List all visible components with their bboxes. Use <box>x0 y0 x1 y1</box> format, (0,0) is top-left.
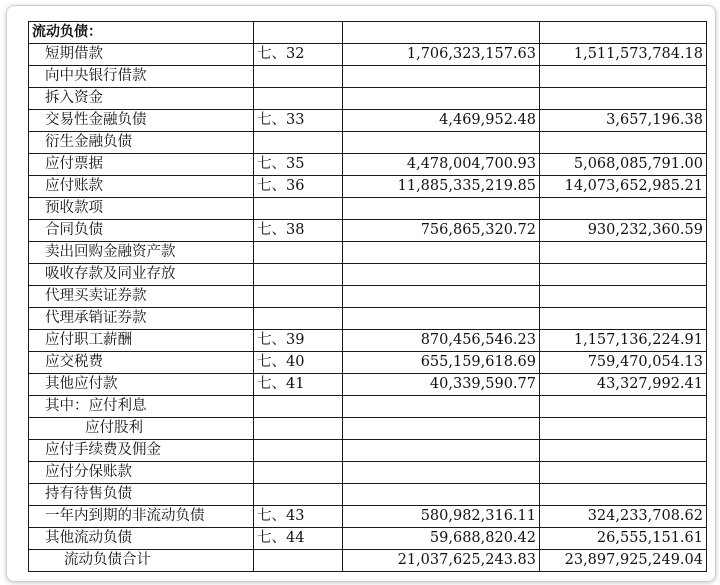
table-row <box>29 66 707 88</box>
row-label-cell <box>29 88 254 110</box>
row-label: 应付账款 <box>45 178 103 194</box>
row-label-cell <box>29 418 254 440</box>
row-current-amount: 756,865,320.72 <box>343 220 540 242</box>
row-label: 卖出回购金融资产款 <box>45 244 176 260</box>
row-note <box>254 88 343 110</box>
row-current-amount <box>343 308 540 330</box>
row-label-cell <box>29 506 254 528</box>
row-note <box>254 440 343 462</box>
table-row <box>29 132 707 154</box>
row-current-amount: 655,159,618.69 <box>343 352 540 374</box>
table-row <box>29 440 707 462</box>
table-row <box>29 374 707 396</box>
row-label: 其中：应付利息 <box>45 398 147 414</box>
row-note: 七、44 <box>254 528 343 550</box>
row-current-amount <box>343 88 540 110</box>
row-note <box>254 286 343 308</box>
row-label-cell <box>29 308 254 330</box>
row-label: 持有待售负债 <box>45 486 132 502</box>
row-previous-amount <box>540 418 707 440</box>
row-previous-amount: 23,897,925,249.04 <box>540 550 707 572</box>
row-previous-amount <box>540 462 707 484</box>
row-note <box>254 550 343 572</box>
row-previous-amount <box>540 440 707 462</box>
row-label: 一年内到期的非流动负债 <box>45 508 205 524</box>
table-row <box>29 462 707 484</box>
row-previous-amount: 26,555,151.61 <box>540 528 707 550</box>
row-note: 七、43 <box>254 506 343 528</box>
row-label-cell <box>29 286 254 308</box>
row-label-cell <box>29 374 254 396</box>
row-label: 应付票据 <box>45 156 103 172</box>
row-note <box>254 242 343 264</box>
row-label: 短期借款 <box>45 46 103 62</box>
row-current-amount <box>343 418 540 440</box>
row-label-cell <box>29 484 254 506</box>
row-note: 七、40 <box>254 352 343 374</box>
row-note <box>254 132 343 154</box>
row-previous-amount: 1,157,136,224.91 <box>540 330 707 352</box>
row-label: 应付股利 <box>85 420 143 436</box>
row-label-cell <box>29 66 254 88</box>
row-current-amount: 21,037,625,243.83 <box>343 550 540 572</box>
row-label-cell <box>29 110 254 132</box>
row-previous-amount: 930,232,360.59 <box>540 220 707 242</box>
row-current-amount: 870,456,546.23 <box>343 330 540 352</box>
row-label-cell <box>29 198 254 220</box>
section-title: 流动负债： <box>29 22 254 44</box>
row-note: 七、41 <box>254 374 343 396</box>
section-header-row <box>29 22 707 44</box>
row-label: 应付手续费及佣金 <box>45 442 161 458</box>
row-previous-amount: 14,073,652,985.21 <box>540 176 707 198</box>
row-note: 七、38 <box>254 220 343 242</box>
row-label: 应付职工薪酬 <box>45 332 132 348</box>
row-label-cell <box>29 462 254 484</box>
row-note <box>254 418 343 440</box>
table-row <box>29 88 707 110</box>
row-previous-amount <box>540 66 707 88</box>
row-current-amount <box>343 396 540 418</box>
row-label-cell <box>29 242 254 264</box>
row-current-amount: 4,469,952.48 <box>343 110 540 132</box>
document-frame <box>6 5 716 582</box>
row-label: 应付分保账款 <box>45 464 132 480</box>
row-label: 衍生金融负债 <box>45 134 132 150</box>
row-label: 交易性金融负债 <box>45 112 147 128</box>
row-label: 预收款项 <box>45 200 103 216</box>
row-label-cell <box>29 396 254 418</box>
row-current-amount: 59,688,820.42 <box>343 528 540 550</box>
row-label: 合同负债 <box>45 222 103 238</box>
row-label-cell <box>29 44 254 66</box>
row-label: 代理承销证券款 <box>45 310 147 326</box>
table-row <box>29 330 707 352</box>
table-row <box>29 550 707 572</box>
section-header-blank <box>343 22 540 44</box>
row-label-cell <box>29 154 254 176</box>
row-note: 七、32 <box>254 44 343 66</box>
row-label-cell <box>29 550 254 572</box>
table-row <box>29 242 707 264</box>
row-previous-amount <box>540 132 707 154</box>
table-row <box>29 396 707 418</box>
row-previous-amount: 759,470,054.13 <box>540 352 707 374</box>
table-row <box>29 308 707 330</box>
row-note: 七、33 <box>254 110 343 132</box>
row-note <box>254 264 343 286</box>
row-note: 七、35 <box>254 154 343 176</box>
row-current-amount <box>343 66 540 88</box>
table-row <box>29 484 707 506</box>
table-row <box>29 264 707 286</box>
row-previous-amount <box>540 198 707 220</box>
row-note <box>254 484 343 506</box>
row-previous-amount: 3,657,196.38 <box>540 110 707 132</box>
row-previous-amount: 324,233,708.62 <box>540 506 707 528</box>
table-row <box>29 154 707 176</box>
row-current-amount <box>343 264 540 286</box>
row-note: 七、39 <box>254 330 343 352</box>
row-current-amount <box>343 198 540 220</box>
table-row <box>29 220 707 242</box>
table-row <box>29 198 707 220</box>
row-note <box>254 462 343 484</box>
row-current-amount <box>343 132 540 154</box>
row-label: 拆入资金 <box>45 90 103 106</box>
table-row <box>29 110 707 132</box>
row-current-amount <box>343 484 540 506</box>
row-note: 七、36 <box>254 176 343 198</box>
row-label-cell <box>29 440 254 462</box>
row-current-amount <box>343 462 540 484</box>
row-note <box>254 308 343 330</box>
row-previous-amount <box>540 396 707 418</box>
row-label-cell <box>29 352 254 374</box>
row-note <box>254 396 343 418</box>
table-row <box>29 286 707 308</box>
row-current-amount: 1,706,323,157.63 <box>343 44 540 66</box>
row-previous-amount <box>540 264 707 286</box>
row-label-cell <box>29 264 254 286</box>
row-note <box>254 198 343 220</box>
row-note <box>254 66 343 88</box>
row-label-cell <box>29 220 254 242</box>
row-current-amount: 40,339,590.77 <box>343 374 540 396</box>
row-previous-amount <box>540 242 707 264</box>
table-row <box>29 418 707 440</box>
row-current-amount: 11,885,335,219.85 <box>343 176 540 198</box>
row-label: 吸收存款及同业存放 <box>45 266 176 282</box>
current-liabilities-table <box>28 21 707 572</box>
row-label: 其他流动负债 <box>45 530 132 546</box>
row-label-cell <box>29 330 254 352</box>
table-row <box>29 44 707 66</box>
row-previous-amount: 5,068,085,791.00 <box>540 154 707 176</box>
row-current-amount <box>343 242 540 264</box>
row-current-amount <box>343 286 540 308</box>
row-current-amount: 4,478,004,700.93 <box>343 154 540 176</box>
section-header-blank <box>254 22 343 44</box>
row-previous-amount <box>540 286 707 308</box>
row-previous-amount <box>540 88 707 110</box>
row-previous-amount: 43,327,992.41 <box>540 374 707 396</box>
table-row <box>29 528 707 550</box>
row-label-cell <box>29 176 254 198</box>
row-label: 应交税费 <box>45 354 103 370</box>
row-label: 向中央银行借款 <box>45 68 147 84</box>
row-label: 流动负债合计 <box>64 552 151 568</box>
row-current-amount <box>343 440 540 462</box>
table-row <box>29 352 707 374</box>
row-label-cell <box>29 132 254 154</box>
section-header-blank <box>540 22 707 44</box>
row-label: 代理买卖证券款 <box>45 288 147 304</box>
row-label-cell <box>29 528 254 550</box>
row-previous-amount <box>540 308 707 330</box>
row-previous-amount <box>540 484 707 506</box>
row-previous-amount: 1,511,573,784.18 <box>540 44 707 66</box>
table-row <box>29 506 707 528</box>
row-label: 其他应付款 <box>45 376 118 392</box>
table-row <box>29 176 707 198</box>
row-current-amount: 580,982,316.11 <box>343 506 540 528</box>
